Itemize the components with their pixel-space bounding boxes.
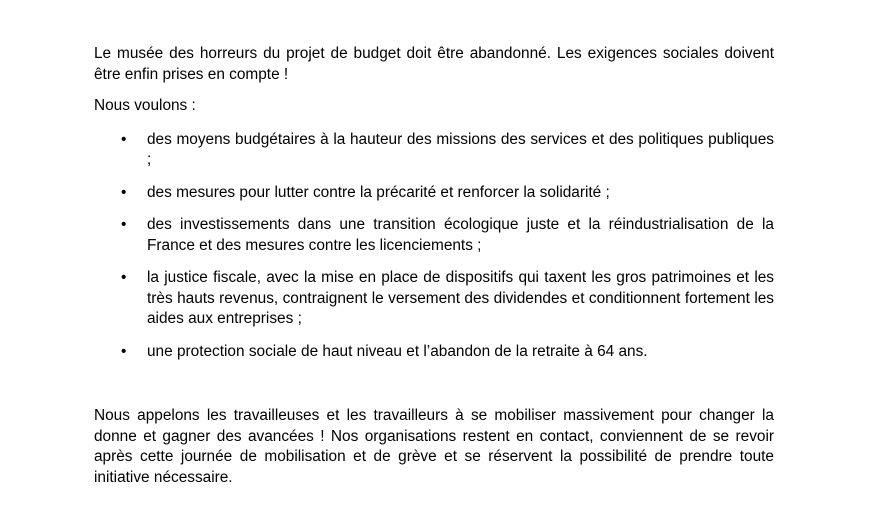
bullet-icon: • — [121, 269, 127, 286]
list-item — [94, 215, 774, 256]
list-item-text: des mesures pour lutter contre la précarité et renforcer la solidarité ; — [147, 183, 610, 201]
bullet-icon: • — [121, 183, 127, 201]
list-item — [94, 183, 774, 204]
bullet-icon: • — [121, 342, 127, 360]
demands-lead: Nous voulons : — [94, 97, 196, 114]
intro-paragraph: Le musée des horreurs du projet de budget doit être abandonné. Les exigences sociales doivent être enfin prises en compte ! — [94, 45, 774, 83]
bullet-icon: • — [121, 216, 127, 233]
list-item — [94, 268, 774, 330]
bullet-icon: • — [121, 130, 127, 148]
list-item-text: des investissements dans une transition écologique juste et la réindustrialisation de la France et des mesures contre les licenciements ; — [147, 216, 774, 254]
list-item-text: une protection sociale de haut niveau et l’abandon de la retraite à 64 ans. — [147, 342, 648, 360]
closing-paragraph: Nous appelons les travailleuses et les travailleurs à se mobiliser massivement pour changer la donne et gagner des avancées ! Nos organisations restent en contact, conviennent de se revoir après cette journée de mobilisation et de grève et se réservent la possibilité de prendre toute initiative nécessaire. — [94, 407, 774, 486]
list-item — [94, 342, 774, 363]
demands-list — [94, 130, 774, 363]
document-body — [94, 44, 774, 488]
list-item-text: des moyens budgétaires à la hauteur des missions des services et des politiques publiques ; — [147, 130, 774, 168]
list-item-text: la justice fiscale, avec la mise en place de dispositifs qui taxent les gros patrimoines et les très hauts revenus, contraignent le versement des dividendes et conditionnent fortement les aides aux entreprises ; — [147, 269, 774, 327]
list-item — [94, 130, 774, 171]
